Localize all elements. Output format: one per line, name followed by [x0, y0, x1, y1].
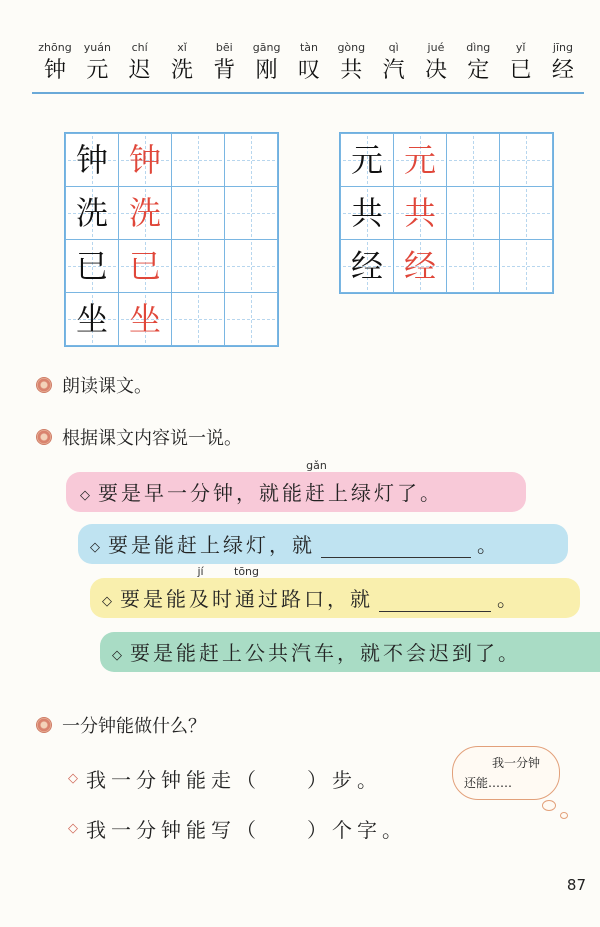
grid-model-char	[341, 187, 394, 240]
grid-practice-cell[interactable]	[225, 240, 278, 293]
strip-char-cell	[375, 40, 413, 92]
grid-row	[341, 240, 553, 293]
strip-pinyin: dìng	[466, 41, 491, 54]
strip-pinyin: jué	[427, 41, 445, 54]
grid-trace-char	[119, 240, 172, 293]
thought-bubble	[452, 746, 562, 802]
question-walk-after: ）步。	[307, 768, 382, 792]
strip-pinyin: gòng	[337, 41, 366, 54]
strip3-ruby-word-1	[189, 565, 212, 612]
strip-char-cell	[205, 40, 243, 92]
grid-practice-cell[interactable]	[447, 134, 500, 187]
diamond-icon: ◇	[112, 648, 122, 663]
strip-divider	[32, 92, 584, 94]
sentence-strip-green	[100, 632, 600, 672]
trace-char: 洗	[128, 194, 161, 232]
strip-pinyin: jīng	[552, 41, 573, 54]
thought-puff-large	[542, 800, 556, 811]
strip3-end: 。	[497, 587, 520, 611]
strip-hanzi: 迟	[128, 58, 151, 83]
strip-char-cell	[78, 40, 116, 92]
strip1-ruby-char: 赶	[305, 481, 328, 505]
writing-grid-right	[339, 132, 554, 294]
new-characters-strip	[36, 40, 582, 92]
grid-trace-char	[394, 240, 447, 293]
strip-pinyin: chí	[131, 41, 148, 54]
writing-grid-left	[64, 132, 279, 347]
strip3-ruby-char-2: 通	[235, 587, 258, 611]
grid-practice-cell[interactable]	[172, 293, 225, 346]
bubble-line-1: 我一分钟	[492, 756, 541, 770]
thought-puff-small	[560, 812, 568, 819]
strip-hanzi: 洗	[170, 58, 193, 83]
grid-practice-cell[interactable]	[500, 240, 553, 293]
model-char: 元	[350, 141, 383, 179]
strip-char-cell	[163, 40, 201, 92]
strip-hanzi: 汽	[382, 58, 405, 83]
strip-pinyin: qì	[388, 41, 399, 54]
trace-char: 元	[403, 141, 436, 179]
grid-trace-char	[394, 134, 447, 187]
strip2-text: 要是能赶上绿灯，就	[108, 533, 315, 557]
strip1-pinyin: gǎn	[306, 459, 327, 472]
strip-hanzi: 叹	[297, 58, 320, 83]
grid-row	[66, 240, 278, 293]
grid-model-char	[66, 134, 119, 187]
task-retell-text: 根据课文内容说一说。	[62, 428, 242, 449]
strip4-text: 要是能赶上公共汽车，就不会迟到了。	[130, 641, 521, 665]
task-retell	[36, 424, 242, 450]
strip-pinyin: yuán	[83, 41, 111, 54]
grid-practice-cell[interactable]	[172, 187, 225, 240]
strip-hanzi: 背	[213, 58, 236, 83]
diamond-icon: ◇	[90, 540, 100, 555]
strip1-text-before: 要是早一分钟，就能	[98, 481, 305, 505]
trace-char: 经	[403, 247, 436, 285]
strip-char-cell	[332, 40, 370, 92]
grid-trace-char	[119, 187, 172, 240]
strip-hanzi: 经	[551, 58, 574, 83]
grid-model-char	[66, 187, 119, 240]
diamond-icon: ◇	[68, 771, 78, 786]
strip-hanzi: 定	[467, 58, 490, 83]
strip3-text-after: 过路口，就	[258, 587, 373, 611]
strip-char-cell	[544, 40, 582, 92]
strip-char-cell	[502, 40, 540, 92]
grid-row	[341, 187, 553, 240]
task-bullet-icon	[36, 429, 52, 445]
grid-row	[66, 293, 278, 346]
trace-char: 已	[128, 247, 161, 285]
grid-practice-cell[interactable]	[225, 134, 278, 187]
sentence-strip-pink	[66, 459, 526, 512]
strip3-text-before: 要是能	[120, 587, 189, 611]
task-bullet-icon	[36, 377, 52, 393]
grid-row	[66, 187, 278, 240]
strip-char-cell	[459, 40, 497, 92]
question-write-before: 我一分钟能写（	[86, 818, 261, 842]
strip-hanzi: 决	[424, 58, 447, 83]
diamond-icon: ◇	[68, 821, 78, 836]
task-read-aloud	[36, 372, 152, 398]
page-number: 87	[566, 876, 586, 894]
trace-char: 共	[403, 194, 436, 232]
trace-char: 钟	[128, 141, 161, 179]
strip-hanzi: 刚	[255, 58, 278, 83]
strip-hanzi: 元	[86, 58, 109, 83]
grid-model-char	[341, 240, 394, 293]
strip1-ruby-word	[305, 459, 328, 506]
grid-practice-cell[interactable]	[172, 134, 225, 187]
strip2-fill-blank[interactable]	[321, 539, 471, 558]
strip-hanzi: 已	[509, 58, 532, 83]
task-one-minute	[36, 712, 206, 738]
strip-pinyin: bēi	[215, 41, 233, 54]
model-char: 钟	[75, 141, 108, 179]
task-bullet-icon	[36, 717, 52, 733]
strip-pinyin: tàn	[299, 41, 318, 54]
model-char: 共	[350, 194, 383, 232]
grid-row	[66, 134, 278, 187]
question-write-after: ）个字。	[307, 818, 407, 842]
grid-trace-char	[394, 187, 447, 240]
strip2-end: 。	[477, 533, 500, 557]
model-char: 已	[75, 247, 108, 285]
strip3-text-mid: 时	[212, 587, 235, 611]
strip-pinyin: xǐ	[177, 41, 187, 54]
bubble-line-2: 还能……	[464, 776, 513, 790]
strip-char-cell	[36, 40, 74, 92]
trace-char: 坐	[128, 300, 161, 338]
strip3-pinyin-1: jí	[197, 565, 204, 578]
grid-practice-cell[interactable]	[500, 187, 553, 240]
strip-char-cell	[248, 40, 286, 92]
strip-pinyin: zhōng	[38, 41, 72, 54]
diamond-icon: ◇	[80, 488, 90, 503]
strip1-text-after: 上绿灯了。	[328, 481, 443, 505]
grid-practice-cell[interactable]	[225, 187, 278, 240]
strip3-fill-blank[interactable]	[379, 593, 491, 612]
model-char: 洗	[75, 194, 108, 232]
strip-char-cell	[417, 40, 455, 92]
grid-row	[341, 134, 553, 187]
diamond-icon: ◇	[102, 594, 112, 609]
grid-trace-char	[119, 293, 172, 346]
strip-pinyin: gāng	[252, 41, 281, 54]
task-read-aloud-text: 朗读课文。	[62, 376, 152, 397]
model-char: 经	[350, 247, 383, 285]
strip-hanzi: 钟	[43, 58, 66, 83]
grid-trace-char	[119, 134, 172, 187]
strip3-pinyin-2: tōng	[234, 565, 259, 578]
grid-model-char	[66, 240, 119, 293]
sentence-strip-yellow	[90, 565, 580, 618]
sentence-strip-blue	[78, 524, 568, 564]
strip-char-cell	[290, 40, 328, 92]
strip-pinyin: yǐ	[515, 41, 526, 54]
grid-practice-cell[interactable]	[447, 240, 500, 293]
strip-hanzi: 共	[340, 58, 363, 83]
question-walk-before: 我一分钟能走（	[86, 768, 261, 792]
question-walk-steps	[68, 764, 382, 793]
grid-model-char	[66, 293, 119, 346]
grid-model-char	[341, 134, 394, 187]
model-char: 坐	[75, 300, 108, 338]
grid-practice-cell[interactable]	[225, 293, 278, 346]
question-write-chars	[68, 814, 407, 843]
grid-practice-cell[interactable]	[500, 134, 553, 187]
grid-practice-cell[interactable]	[172, 240, 225, 293]
task-one-minute-text: 一分钟能做什么？	[62, 716, 206, 737]
grid-practice-cell[interactable]	[447, 187, 500, 240]
strip3-ruby-char-1: 及	[189, 587, 212, 611]
strip3-ruby-word-2	[234, 565, 259, 612]
strip-char-cell	[121, 40, 159, 92]
